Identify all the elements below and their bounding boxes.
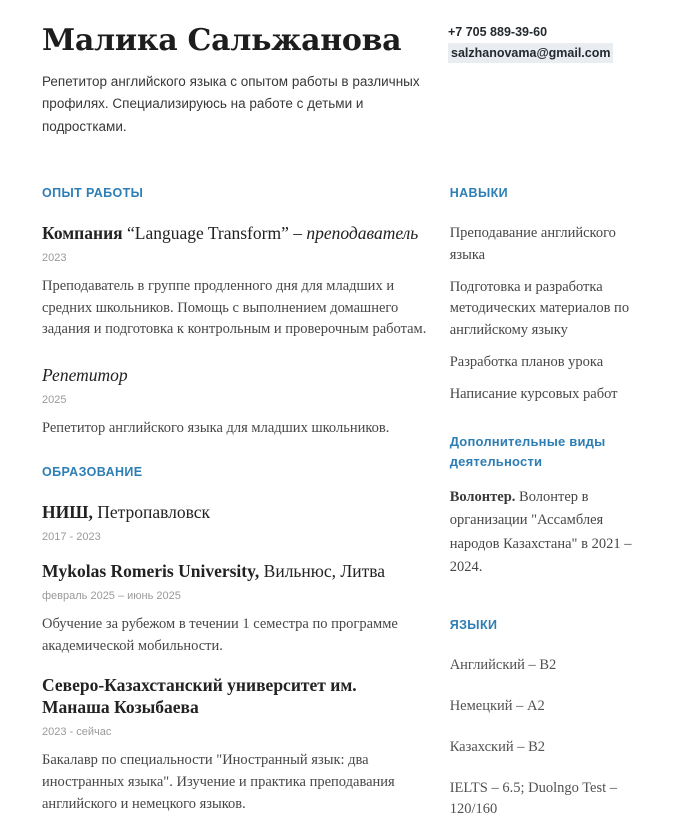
- skill-item: Подготовка и разработка методических материалов по английскому языку: [449, 278, 630, 339]
- section-skills: [450, 185, 648, 406]
- right-column: [450, 185, 648, 840]
- school-name: [42, 561, 427, 583]
- job-item: [42, 223, 427, 341]
- header-identity: [42, 20, 446, 138]
- school-name-location: Вильнюс, Литва: [259, 560, 386, 581]
- language-item: IELTS – 6.5; Duolngo Test – 120/160: [449, 779, 618, 818]
- section-education: [42, 464, 427, 816]
- skill-item: Разработка планов урока: [449, 353, 604, 370]
- job-title-detail: “Language Transform” –: [122, 223, 307, 244]
- contact-block: [448, 20, 648, 63]
- school-description: Бакалавр по специальности "Иностранный язык: два иностранных языка". Изучение и практика преподавания английского и немецкого языков.: [42, 752, 395, 812]
- school-name: [42, 502, 427, 524]
- school-item: [42, 561, 427, 657]
- school-name-main: Северо-Казахстанский университет им. Манаша Козыбаева: [42, 675, 357, 718]
- school-date: февраль 2025 – июнь 2025: [42, 589, 181, 602]
- language-item: Английский – B2: [449, 657, 557, 674]
- education-heading: ОБРАЗОВАНИЕ: [42, 464, 143, 479]
- languages-heading: ЯЗЫКИ: [449, 618, 498, 633]
- section-languages: [450, 617, 648, 821]
- job-title: [42, 365, 427, 387]
- job-description: Преподаватель в группе продленного дня для младших и средних школьников. Помощь с выполнением домашнего задания и подготовка к контрольным и проверочным работам.: [42, 277, 427, 338]
- school-date: 2017 - 2023: [42, 530, 101, 543]
- activity-item: [450, 486, 648, 579]
- email-link[interactable]: salzhanovama@gmail.com: [448, 43, 613, 63]
- job-item: [42, 365, 427, 440]
- school-item: [42, 675, 427, 815]
- job-title-role: преподаватель: [306, 223, 419, 244]
- summary-text: Репетитор английского языка с опытом работы в различных профилях. Специализируюсь на работе с детьми и подростками.: [42, 74, 420, 134]
- main-columns: [42, 185, 648, 840]
- language-item: Немецкий – A2: [449, 698, 545, 715]
- section-activities: [450, 432, 648, 579]
- experience-heading: ОПЫТ РАБОТЫ: [42, 185, 144, 200]
- job-title: [42, 223, 427, 245]
- school-name: [42, 675, 427, 719]
- header: [42, 20, 648, 138]
- school-item: [42, 502, 427, 543]
- page-title: Малика Сальжанова: [42, 23, 402, 58]
- job-date: 2023: [42, 251, 67, 264]
- school-name-location: Петропавловск: [92, 502, 211, 523]
- school-name-main: Mykolas Romeris University,: [42, 560, 260, 581]
- section-experience: [42, 185, 427, 440]
- job-description: Репетитор английского языка для младших школьников.: [42, 420, 390, 437]
- school-description: Обучение за рубежом в течении 1 семестра по программе академической мобильности.: [42, 615, 398, 654]
- skill-item: Написание курсовых работ: [449, 385, 618, 402]
- job-title-company: Компания: [42, 223, 123, 244]
- skills-heading: НАВЫКИ: [449, 185, 509, 200]
- activity-lead: Волонтер.: [449, 489, 516, 506]
- school-date: 2023 - сейчас: [42, 726, 112, 739]
- left-column: [42, 185, 427, 840]
- job-title-role: Репетитор: [42, 365, 128, 386]
- email-row: [448, 43, 648, 63]
- activity-text: Волонтер в организации "Ассамблея народов Казахстана" в 2021 – 2024.: [449, 489, 632, 575]
- language-item: Казахский – B2: [449, 738, 546, 755]
- phone-number: +7 705 889-39-60: [448, 25, 548, 39]
- school-name-main: НИШ,: [42, 502, 93, 523]
- skill-item: Преподавание английского языка: [449, 225, 616, 263]
- job-date: 2025: [42, 394, 67, 407]
- activities-heading: Дополнительные виды деятельности: [449, 434, 606, 469]
